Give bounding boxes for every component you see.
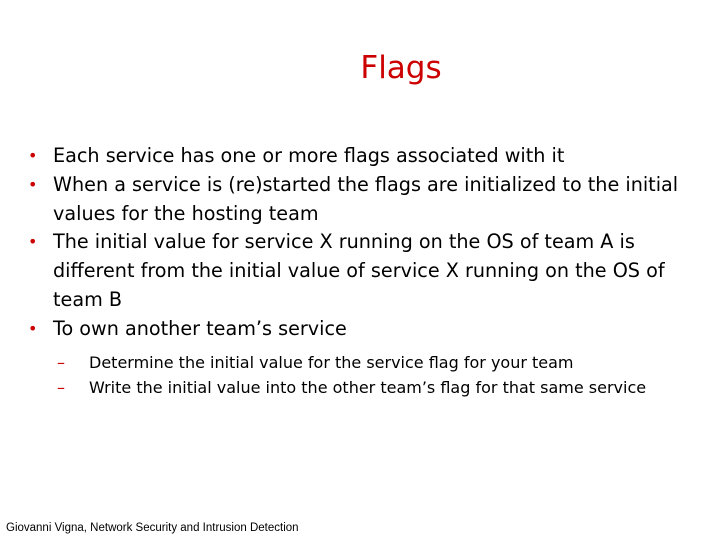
bullet-item-2 xyxy=(28,170,708,228)
sub-bullet-text: Determine the initial value for the service flag for your team xyxy=(89,352,574,372)
bullet-text: The initial value for service X running on the OS of team A is different from the initial value of service X running on the OS of team B xyxy=(53,230,665,311)
bullet-text: To own another team’s service xyxy=(53,316,347,340)
sub-bullet-item-1 xyxy=(57,350,708,375)
bullet-text: Each service has one or more flags associated with it xyxy=(53,144,565,167)
sub-bullet-item-2 xyxy=(57,375,708,400)
bullet-text: When a service is (re)started the flags are initialized to the initial values for the hosting team xyxy=(53,172,679,225)
bullet-marker: • xyxy=(28,318,38,338)
bullet-item-3 xyxy=(28,227,708,314)
slide-title: Flags xyxy=(360,50,442,86)
sub-bullet-marker: – xyxy=(57,377,65,397)
sub-bullet-marker: – xyxy=(57,352,65,372)
bullet-list xyxy=(28,141,708,399)
bullet-marker: • xyxy=(28,146,38,165)
sub-bullet-list xyxy=(53,350,708,400)
sub-bullet-text: Write the initial value into the other team’s flag for that same service xyxy=(89,377,647,397)
bullet-item-1 xyxy=(28,141,708,170)
slide-footer: Giovanni Vigna, Network Security and Intrusion Detection xyxy=(6,522,299,534)
bullet-marker: • xyxy=(28,174,38,194)
bullet-marker: • xyxy=(28,232,38,251)
bullet-item-4 xyxy=(28,314,708,400)
